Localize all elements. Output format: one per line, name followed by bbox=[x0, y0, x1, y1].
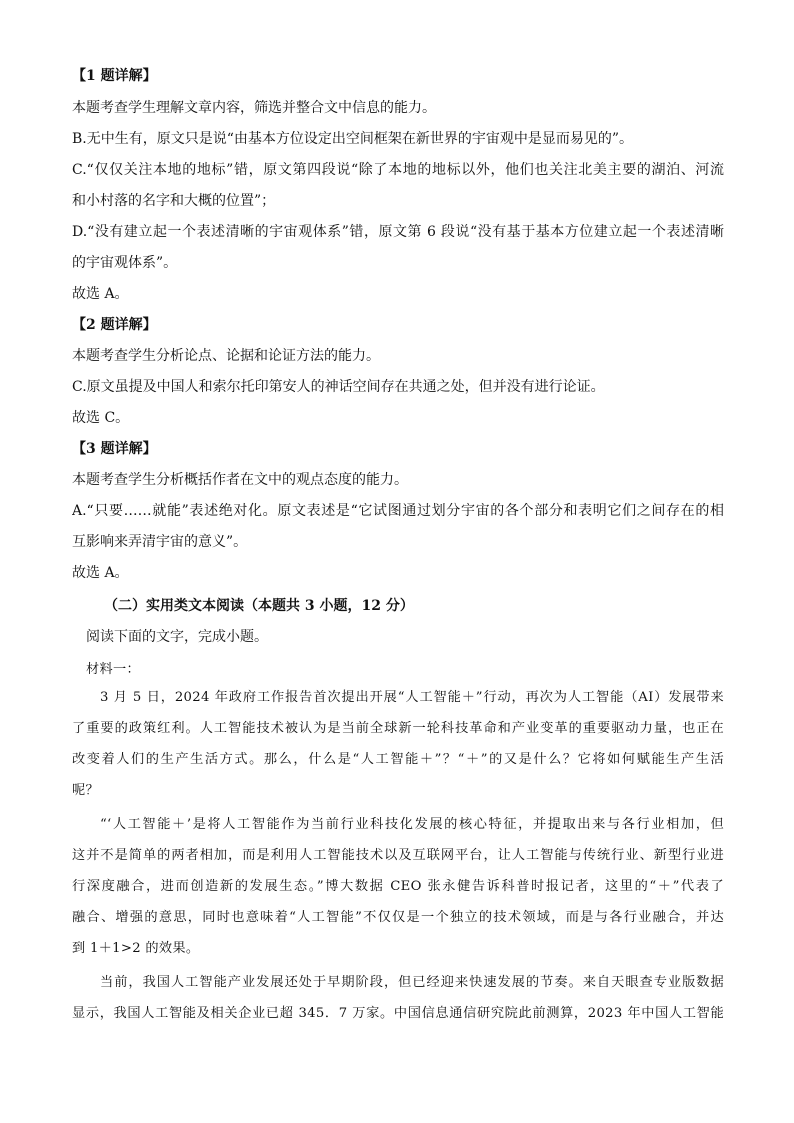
material-para1-line3: 改变着人们的生产生活方式。那么，什么是“人工智能＋”？“＋”的又是什么？它将如何赋能生产生活 bbox=[72, 752, 724, 767]
q1-skill-text: 本题考查学生理解文章内容，筛选并整合文中信息的能力。 bbox=[72, 100, 436, 116]
q3-answer: 故选 A。 bbox=[72, 565, 129, 581]
q1-option-c-line2: 和小村落的名字和大概的位置”； bbox=[72, 193, 276, 209]
reading-instruction: 阅读下面的文字，完成小题。 bbox=[86, 629, 268, 645]
q1-option-d-line2: 的宇宙观体系”。 bbox=[72, 255, 178, 271]
q3-option-a-line1: A.“只要……就能”表述绝对化。原文表述是“它试图通过划分宇宙的各个部分和表明它们之间存在的相 bbox=[72, 503, 724, 519]
material-para2-line5: 到 1＋1>2 的效果。 bbox=[72, 941, 200, 956]
material-para3-line1: 当前，我国人工智能产业发展还处于早期阶段，但已经迎来快速发展的节奏。来自天眼查专业版数据 bbox=[100, 975, 724, 990]
q2-answer: 故选 C。 bbox=[72, 410, 130, 426]
material-para1-line4: 呢？ bbox=[72, 783, 99, 798]
material-one-label: 材料一： bbox=[86, 662, 140, 677]
material-para2-line4: 融合、增强的意思，同时也意味着“人工智能”不仅仅是一个独立的技术领域，而是与各行业融合，并达 bbox=[72, 910, 724, 925]
material-para2-line2: 这并不是简单的两者相加，而是利用人工智能技术以及互联网平台，让人工智能与传统行业、新型行业进 bbox=[72, 848, 724, 863]
q3-heading: 【3 题详解】 bbox=[72, 441, 157, 457]
section-title: （二）实用类文本阅读（本题共 3 小题，12 分） bbox=[104, 598, 414, 614]
q2-skill-text: 本题考查学生分析论点、论据和论证方法的能力。 bbox=[72, 348, 380, 364]
q1-answer: 故选 A。 bbox=[72, 286, 129, 302]
q3-option-a-line2: 互影响来弄清宇宙的意义”。 bbox=[72, 534, 248, 550]
q1-option-b: B.无中生有，原文只是说“由基本方位设定出空间框架在新世界的宇宙观中是显而易见的”。 bbox=[72, 131, 634, 147]
q2-heading: 【2 题详解】 bbox=[72, 317, 157, 333]
q1-heading: 【1 题详解】 bbox=[72, 68, 157, 84]
material-para2-line3: 行深度融合，进而创造新的发展生态。”博大数据 CEO 张永健告诉科普时报记者，这里的“＋”代表了 bbox=[72, 879, 724, 894]
q1-option-d-line1: D.“没有建立起一个表述清晰的宇宙观体系”错，原文第 6 段说“没有基于基本方位建立起一个表述清晰 bbox=[72, 224, 724, 240]
q3-skill-text: 本题考查学生分析概括作者在文中的观点态度的能力。 bbox=[72, 472, 408, 488]
material-para1-line1: 3 月 5 日，2024 年政府工作报告首次提出开展“人工智能＋”行动，再次为人工智能（AI）发展带来 bbox=[100, 690, 724, 705]
q1-option-c-line1: C.“仅仅关注本地的地标”错，原文第四段说“除了本地的地标以外，他们也关注北美主要的湖泊、河流 bbox=[72, 162, 724, 178]
q2-option-c: C.原文虽提及中国人和索尔托印第安人的神话空间存在共通之处，但并没有进行论证。 bbox=[72, 379, 605, 395]
material-para3-line2: 显示，我国人工智能及相关企业已超 345．7 万家。中国信息通信研究院此前测算，2023 年中国人工智能 bbox=[72, 1006, 724, 1021]
material-para1-line2: 了重要的政策红利。人工智能技术被认为是当前全球新一轮科技革命和产业变革的重要驱动力量，也正在 bbox=[72, 721, 724, 736]
material-para2-line1: “‘人工智能＋’是将人工智能作为当前行业科技化发展的核心特征，并提取出来与各行业相加，但 bbox=[100, 817, 724, 832]
